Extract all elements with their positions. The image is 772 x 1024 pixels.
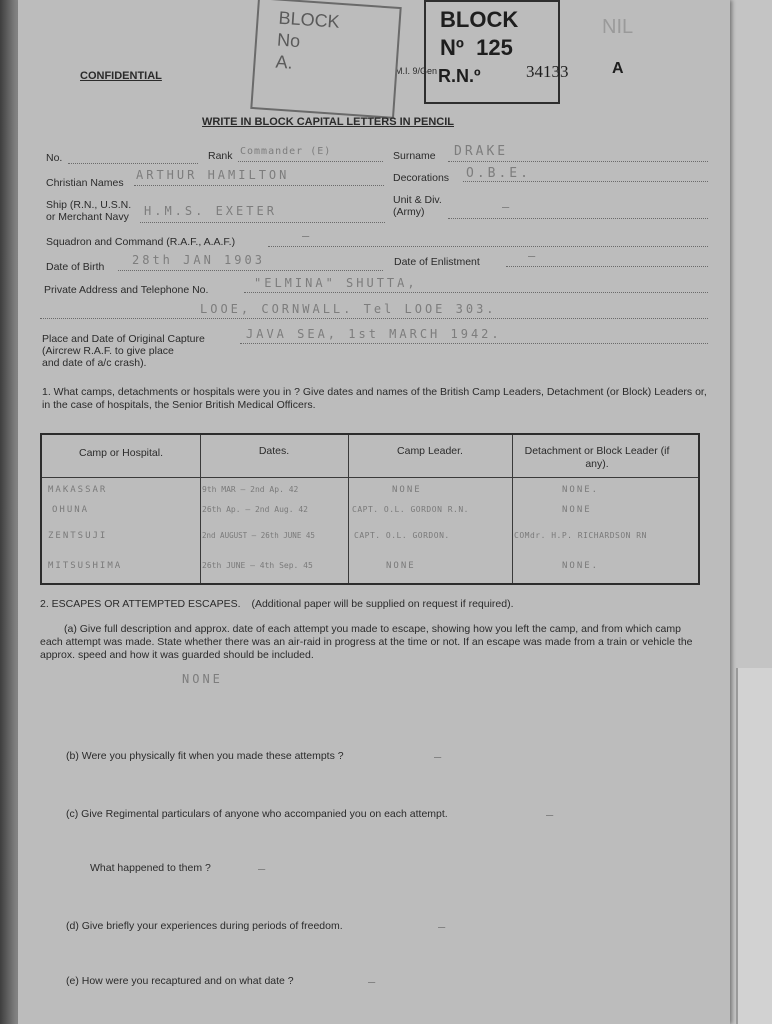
decorations-label: Decorations [393,172,450,184]
block-number: BLOCK Nº 125 [440,7,519,60]
camps-table [40,433,700,585]
squadron-value: — [302,229,313,243]
faint-block-stamp: BLOCK No A. [250,0,401,119]
table-row-4-leader: NONE [386,561,416,571]
answer-2c-follow: — [258,862,269,876]
question-2a: (a) Give full description and approx. date of each attempt you made to escape, showing how you left the camp, and from which camp each attempt was made. State whether there was an air-raid in progress at the time or not. If an escape was made from a train or vehicle the approx. speed and how it was guarded should be included. [40,623,693,661]
answer-2a: NONE [182,672,223,686]
col-divider-1 [200,435,201,583]
unit-line [448,218,708,219]
squadron-line [268,246,708,247]
nil-mark: NIL [602,16,634,38]
surname-line [448,161,708,162]
block-stamp [424,0,560,104]
christian-names-line [134,185,384,186]
decorations-value: O.B.E. [466,166,531,181]
rank-line [238,161,383,162]
question-2c: (c) Give Regimental particulars of anyone who accompanied you on each attempt. [66,808,448,820]
table-row-3-block: COMdr. H.P. RICHARDSON RN [514,531,647,540]
question-2e: (e) How were you recaptured and on what date ? [66,975,294,987]
capture-line [240,343,708,344]
ship-line [140,222,385,223]
header-block-leader: Detachment or Block Leader (if any). [524,445,670,470]
table-row-1-dates: 9th MAR – 2nd Ap. 42 [202,485,299,494]
table-row-1-camp: MAKASSAR [48,485,108,495]
background-shadow [0,0,18,1024]
mi-reference: M.I. 9/Gen [395,66,438,76]
unit-label: Unit & Div. (Army) [393,194,442,218]
unit-value: — [502,200,513,214]
answer-2b: — [434,750,445,764]
header-divider [42,477,698,478]
table-row-2-camp: OHUNA [52,505,90,515]
table-row-4-block: NONE. [562,561,600,571]
answer-2d: — [438,920,449,934]
table-row-2-leader: CAPT. O.L. GORDON R.N. [352,505,469,514]
col-divider-3 [512,435,513,583]
capture-label: Place and Date of Original Capture (Aircrew R.A.F. to give place and date of a/c crash). [42,333,205,369]
rank-label: Rank [208,150,233,162]
header-dates: Dates. [258,445,290,457]
squadron-label: Squadron and Command (R.A.F., A.A.F.) [46,236,236,248]
rank-value: Commander (E) [240,146,332,157]
capture-value: JAVA SEA, 1st MARCH 1942. [246,327,502,341]
christian-names-label: Christian Names [46,177,124,189]
table-row-3-leader: CAPT. O.L. GORDON. [354,531,450,540]
address-label: Private Address and Telephone No. [44,284,209,296]
address-rule-2 [40,318,708,319]
table-row-2-block: NONE [562,505,592,515]
section-2-title: 2. ESCAPES OR ATTEMPTED ESCAPES. (Additional paper will be supplied on request if required). [40,598,514,610]
enlistment-label: Date of Enlistment [394,256,480,268]
table-row-1-block: NONE. [562,485,600,495]
service-number: 34133 [526,62,569,81]
table-row-1-leader: NONE [392,485,422,495]
confidential-label: CONFIDENTIAL [80,70,162,82]
decorations-line [463,181,708,182]
surname-value: DRAKE [454,144,509,159]
dob-label: Date of Birth [46,261,105,273]
header-camp-leader: Camp Leader. [397,445,463,457]
no-label: No. [46,152,63,164]
dob-line [118,270,383,271]
paper-edge [736,668,772,1024]
dob-value: 28th JAN 1903 [132,253,265,267]
table-row-4-dates: 26th JUNE – 4th Sep. 45 [202,561,313,570]
answer-2e: — [368,975,379,989]
section-1-question: 1. What camps, detachments or hospitals were you in ? Give dates and names of the British Camp Leaders, Detachment (or Block) Leaders or, in the case of hospitals, the Senior British Medical Officers. [42,386,707,411]
table-row-4-camp: MITSUSHIMA [48,561,123,571]
address-rule-1 [244,292,708,293]
christian-names-value: ARTHUR HAMILTON [136,168,290,182]
header-camp: Camp or Hospital. [78,447,164,459]
rn-label: R.N.º [438,66,481,86]
category-letter: A [612,60,624,77]
ship-label: Ship (R.N., U.S.N. or Merchant Navy [46,199,132,223]
question-2d: (d) Give briefly your experiences during periods of freedom. [66,920,343,932]
question-2b: (b) Were you physically fit when you made these attempts ? [66,750,344,762]
enlistment-value: — [528,249,539,263]
col-divider-2 [348,435,349,583]
table-row-3-dates: 2nd AUGUST – 26th JUNE 45 [202,531,315,540]
surname-label: Surname [393,150,436,162]
ship-value: H.M.S. EXETER [144,204,277,218]
answer-2c: — [546,808,557,822]
question-2c-follow: What happened to them ? [90,862,211,874]
no-line [68,163,198,164]
table-row-2-dates: 26th Ap. – 2nd Aug. 42 [202,505,308,514]
enlistment-line [506,266,708,267]
form-instruction: WRITE IN BLOCK CAPITAL LETTERS IN PENCIL [202,116,454,128]
address-line-2: LOOE, CORNWALL. Tel LOOE 303. [200,302,497,316]
table-row-3-camp: ZENTSUJI [48,531,108,541]
address-line-1: "ELMINA" SHUTTA, [254,276,418,290]
